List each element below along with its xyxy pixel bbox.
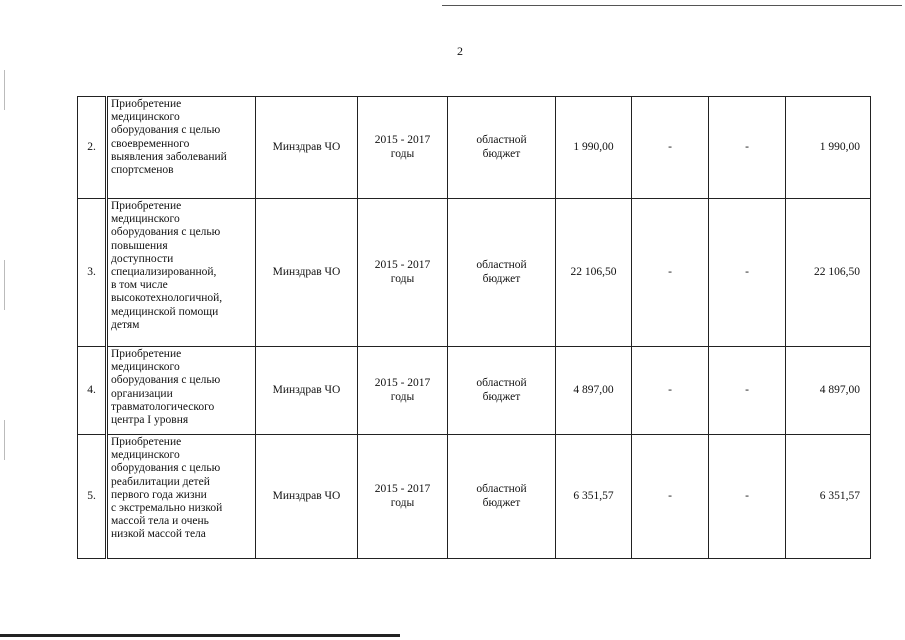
period-cell xyxy=(358,435,448,559)
footer-rule xyxy=(0,634,400,637)
amount-2016-cell: - xyxy=(632,435,709,559)
executor-cell: Минздрав ЧО xyxy=(256,435,358,559)
period-cell xyxy=(358,199,448,347)
scan-edge-mark xyxy=(4,70,5,110)
measure-name-cell-line: медицинского xyxy=(111,213,180,226)
funding-source-cell-line: областной xyxy=(476,377,527,390)
scan-edge-mark xyxy=(4,420,5,460)
measure-name-cell-line: медицинского xyxy=(111,449,180,462)
measure-name-cell-line: с экстремально низкой xyxy=(111,502,223,515)
period-cell-line: годы xyxy=(390,496,415,509)
measure-name-cell-line: доступности xyxy=(111,252,174,265)
table-row xyxy=(78,97,871,199)
funding-source-cell-line: бюджет xyxy=(482,272,521,285)
scan-edge-mark xyxy=(4,260,5,310)
funding-source-cell xyxy=(448,435,556,559)
table-row xyxy=(78,347,871,435)
measure-name-cell-line: массой тела и очень xyxy=(111,515,209,528)
amount-total-cell: 6 351,57 xyxy=(556,435,632,559)
measure-name-cell-line: оборудования с целью xyxy=(111,124,221,137)
table-row xyxy=(78,199,871,347)
measure-name-cell-line: оборудования с целью xyxy=(111,226,221,239)
amount-2017-cell: - xyxy=(709,435,786,559)
funding-table xyxy=(77,96,871,559)
measure-name-cell-line: Приобретение xyxy=(111,200,182,212)
measure-name-cell-line: повышения xyxy=(111,239,168,252)
funding-table-body xyxy=(78,97,871,559)
row-number-cell: 5. xyxy=(78,435,107,559)
measure-name-cell xyxy=(107,347,256,435)
header-rule-gap xyxy=(412,5,442,7)
measure-name-cell-line: оборудования с целью xyxy=(111,374,221,387)
period-cell-line: 2015 - 2017 xyxy=(374,259,431,272)
executor-cell: Минздрав ЧО xyxy=(256,97,358,199)
table-row xyxy=(78,435,871,559)
measure-name-cell-line: в том числе xyxy=(111,279,168,292)
measure-name-cell xyxy=(107,435,256,559)
amount-2017-cell: - xyxy=(709,199,786,347)
period-cell-line: 2015 - 2017 xyxy=(374,483,431,496)
funding-source-cell-line: бюджет xyxy=(482,147,521,160)
measure-name-cell-line: Приобретение xyxy=(111,98,182,110)
funding-source-cell-line: бюджет xyxy=(482,390,521,403)
measure-name-cell-line: высокотехнологичной, xyxy=(111,292,223,305)
amount-total-cell: 1 990,00 xyxy=(556,97,632,199)
measure-name-cell-line: травматологического xyxy=(111,400,215,413)
measure-name-cell-line: Приобретение xyxy=(111,436,182,448)
amount-2015-cell: 4 897,00 xyxy=(786,347,871,435)
measure-name-cell-line: детям xyxy=(111,318,140,331)
amount-2017-cell: - xyxy=(709,97,786,199)
amount-2016-cell: - xyxy=(632,199,709,347)
funding-source-cell-line: бюджет xyxy=(482,496,521,509)
period-cell-line: годы xyxy=(390,147,415,160)
measure-name-cell-line: своевременного xyxy=(111,137,190,150)
executor-cell: Минздрав ЧО xyxy=(256,347,358,435)
amount-2015-cell: 22 106,50 xyxy=(786,199,871,347)
measure-name-cell-line: оборудования с целью xyxy=(111,462,221,475)
measure-name-cell xyxy=(107,199,256,347)
amount-2016-cell: - xyxy=(632,347,709,435)
funding-source-cell-line: областной xyxy=(476,134,527,147)
amount-2015-cell: 6 351,57 xyxy=(786,435,871,559)
measure-name-cell-line: спортсменов xyxy=(111,164,174,177)
funding-source-cell-line: областной xyxy=(476,259,527,272)
measure-name-cell-line: медицинской помощи xyxy=(111,305,219,318)
measure-name-cell-line: Приобретение xyxy=(111,348,182,360)
amount-total-cell: 4 897,00 xyxy=(556,347,632,435)
amount-total-cell: 22 106,50 xyxy=(556,199,632,347)
amount-2016-cell: - xyxy=(632,97,709,199)
row-number-cell: 2. xyxy=(78,97,107,199)
period-cell-line: 2015 - 2017 xyxy=(374,377,431,390)
measure-name-cell xyxy=(107,97,256,199)
period-cell-line: годы xyxy=(390,272,415,285)
measure-name-cell-line: первого года жизни xyxy=(111,488,207,501)
row-number-cell: 4. xyxy=(78,347,107,435)
funding-source-cell-line: областной xyxy=(476,483,527,496)
funding-source-cell xyxy=(448,347,556,435)
funding-source-cell xyxy=(448,199,556,347)
amount-2017-cell: - xyxy=(709,347,786,435)
measure-name-cell-line: выявления заболеваний xyxy=(111,150,227,163)
measure-name-cell-line: центра I уровня xyxy=(111,414,189,427)
page-number: 2 xyxy=(457,44,463,58)
header-rule xyxy=(412,5,902,6)
amount-2015-cell: 1 990,00 xyxy=(786,97,871,199)
period-cell xyxy=(358,97,448,199)
executor-cell: Минздрав ЧО xyxy=(256,199,358,347)
measure-name-cell-line: медицинского xyxy=(111,111,180,124)
measure-name-cell-line: специализированной, xyxy=(111,266,217,279)
measure-name-cell-line: организации xyxy=(111,387,173,400)
measure-name-cell-line: реабилитации детей xyxy=(111,475,210,488)
measure-name-cell-line: низкой массой тела xyxy=(111,528,206,541)
row-number-cell: 3. xyxy=(78,199,107,347)
funding-source-cell xyxy=(448,97,556,199)
period-cell-line: 2015 - 2017 xyxy=(374,134,431,147)
period-cell-line: годы xyxy=(390,390,415,403)
period-cell xyxy=(358,347,448,435)
measure-name-cell-line: медицинского xyxy=(111,361,180,374)
